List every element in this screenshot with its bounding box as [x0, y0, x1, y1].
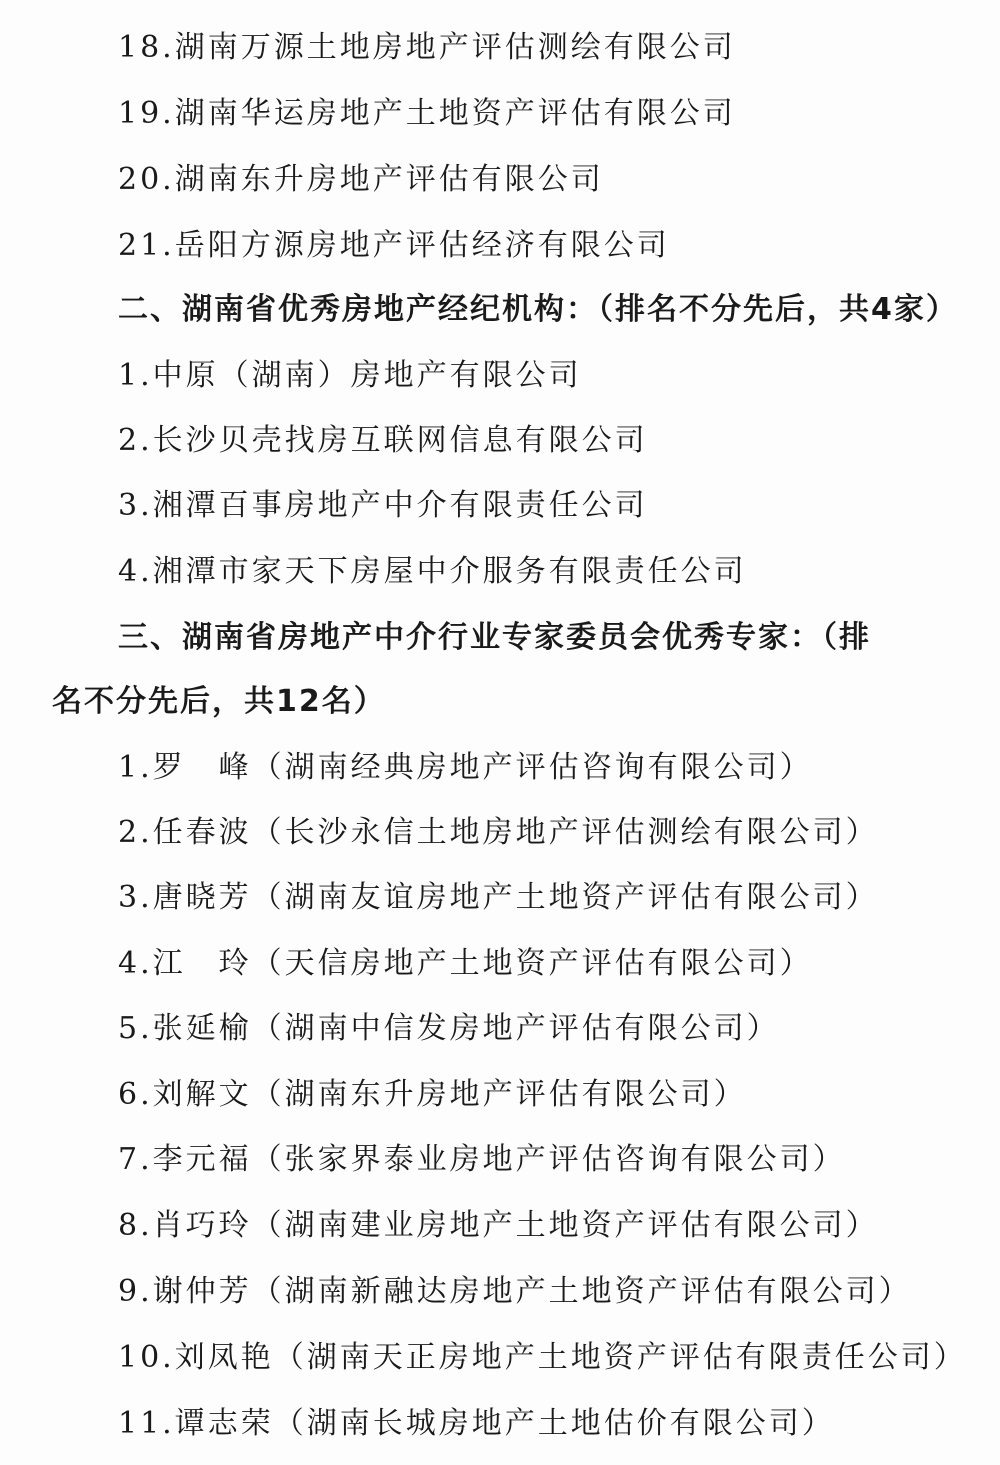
list-item-brokerage-3: 3.湘潭百事房地产中介有限责任公司 — [118, 488, 648, 523]
list-item-expert-1: 1.罗 峰（湖南经典房地产评估咨询有限公司） — [118, 750, 813, 785]
list-item-agency-20: 20.湖南东升房地产评估有限公司 — [118, 162, 604, 197]
list-item-expert-9: 9.谢仲芳（湖南新融达房地产土地资产评估有限公司） — [118, 1274, 912, 1309]
list-item-agency-19: 19.湖南华运房地产土地资产评估有限公司 — [118, 96, 736, 131]
section-heading-brokerage: 二、湖南省优秀房地产经纪机构：（排名不分先后，共4家） — [118, 292, 958, 327]
list-item-expert-2: 2.任春波（长沙永信土地房地产评估测绘有限公司） — [118, 815, 879, 850]
list-item-expert-3: 3.唐晓芳（湖南友谊房地产土地资产评估有限公司） — [118, 880, 879, 915]
list-item-agency-18: 18.湖南万源土地房地产评估测绘有限公司 — [118, 30, 736, 65]
list-item-expert-5: 5.张延榆（湖南中信发房地产评估有限公司） — [118, 1011, 780, 1046]
list-item-expert-4: 4.江 玲（天信房地产土地资产评估有限公司） — [118, 946, 813, 981]
list-item-agency-21: 21.岳阳方源房地产评估经济有限公司 — [118, 228, 670, 263]
list-item-brokerage-2: 2.长沙贝壳找房互联网信息有限公司 — [118, 423, 648, 458]
list-item-expert-10: 10.刘凤艳（湖南天正房地产土地资产评估有限责任公司） — [118, 1340, 967, 1375]
list-item-expert-11: 11.谭志荣（湖南长城房地产土地估价有限公司） — [118, 1406, 835, 1441]
list-item-brokerage-1: 1.中原（湖南）房地产有限公司 — [118, 358, 582, 393]
list-item-expert-6: 6.刘解文（湖南东升房地产评估有限公司） — [118, 1077, 747, 1112]
list-item-expert-8: 8.肖巧玲（湖南建业房地产土地资产评估有限公司） — [118, 1208, 879, 1243]
list-item-expert-7: 7.李元福（张家界泰业房地产评估咨询有限公司） — [118, 1142, 846, 1177]
section-heading-experts: 三、湖南省房地产中介行业专家委员会优秀专家：（排 — [118, 620, 871, 655]
list-item-brokerage-4: 4.湘潭市家天下房屋中介服务有限责任公司 — [118, 554, 747, 589]
section-heading-experts-cont: 名不分先后，共12名） — [52, 684, 386, 719]
